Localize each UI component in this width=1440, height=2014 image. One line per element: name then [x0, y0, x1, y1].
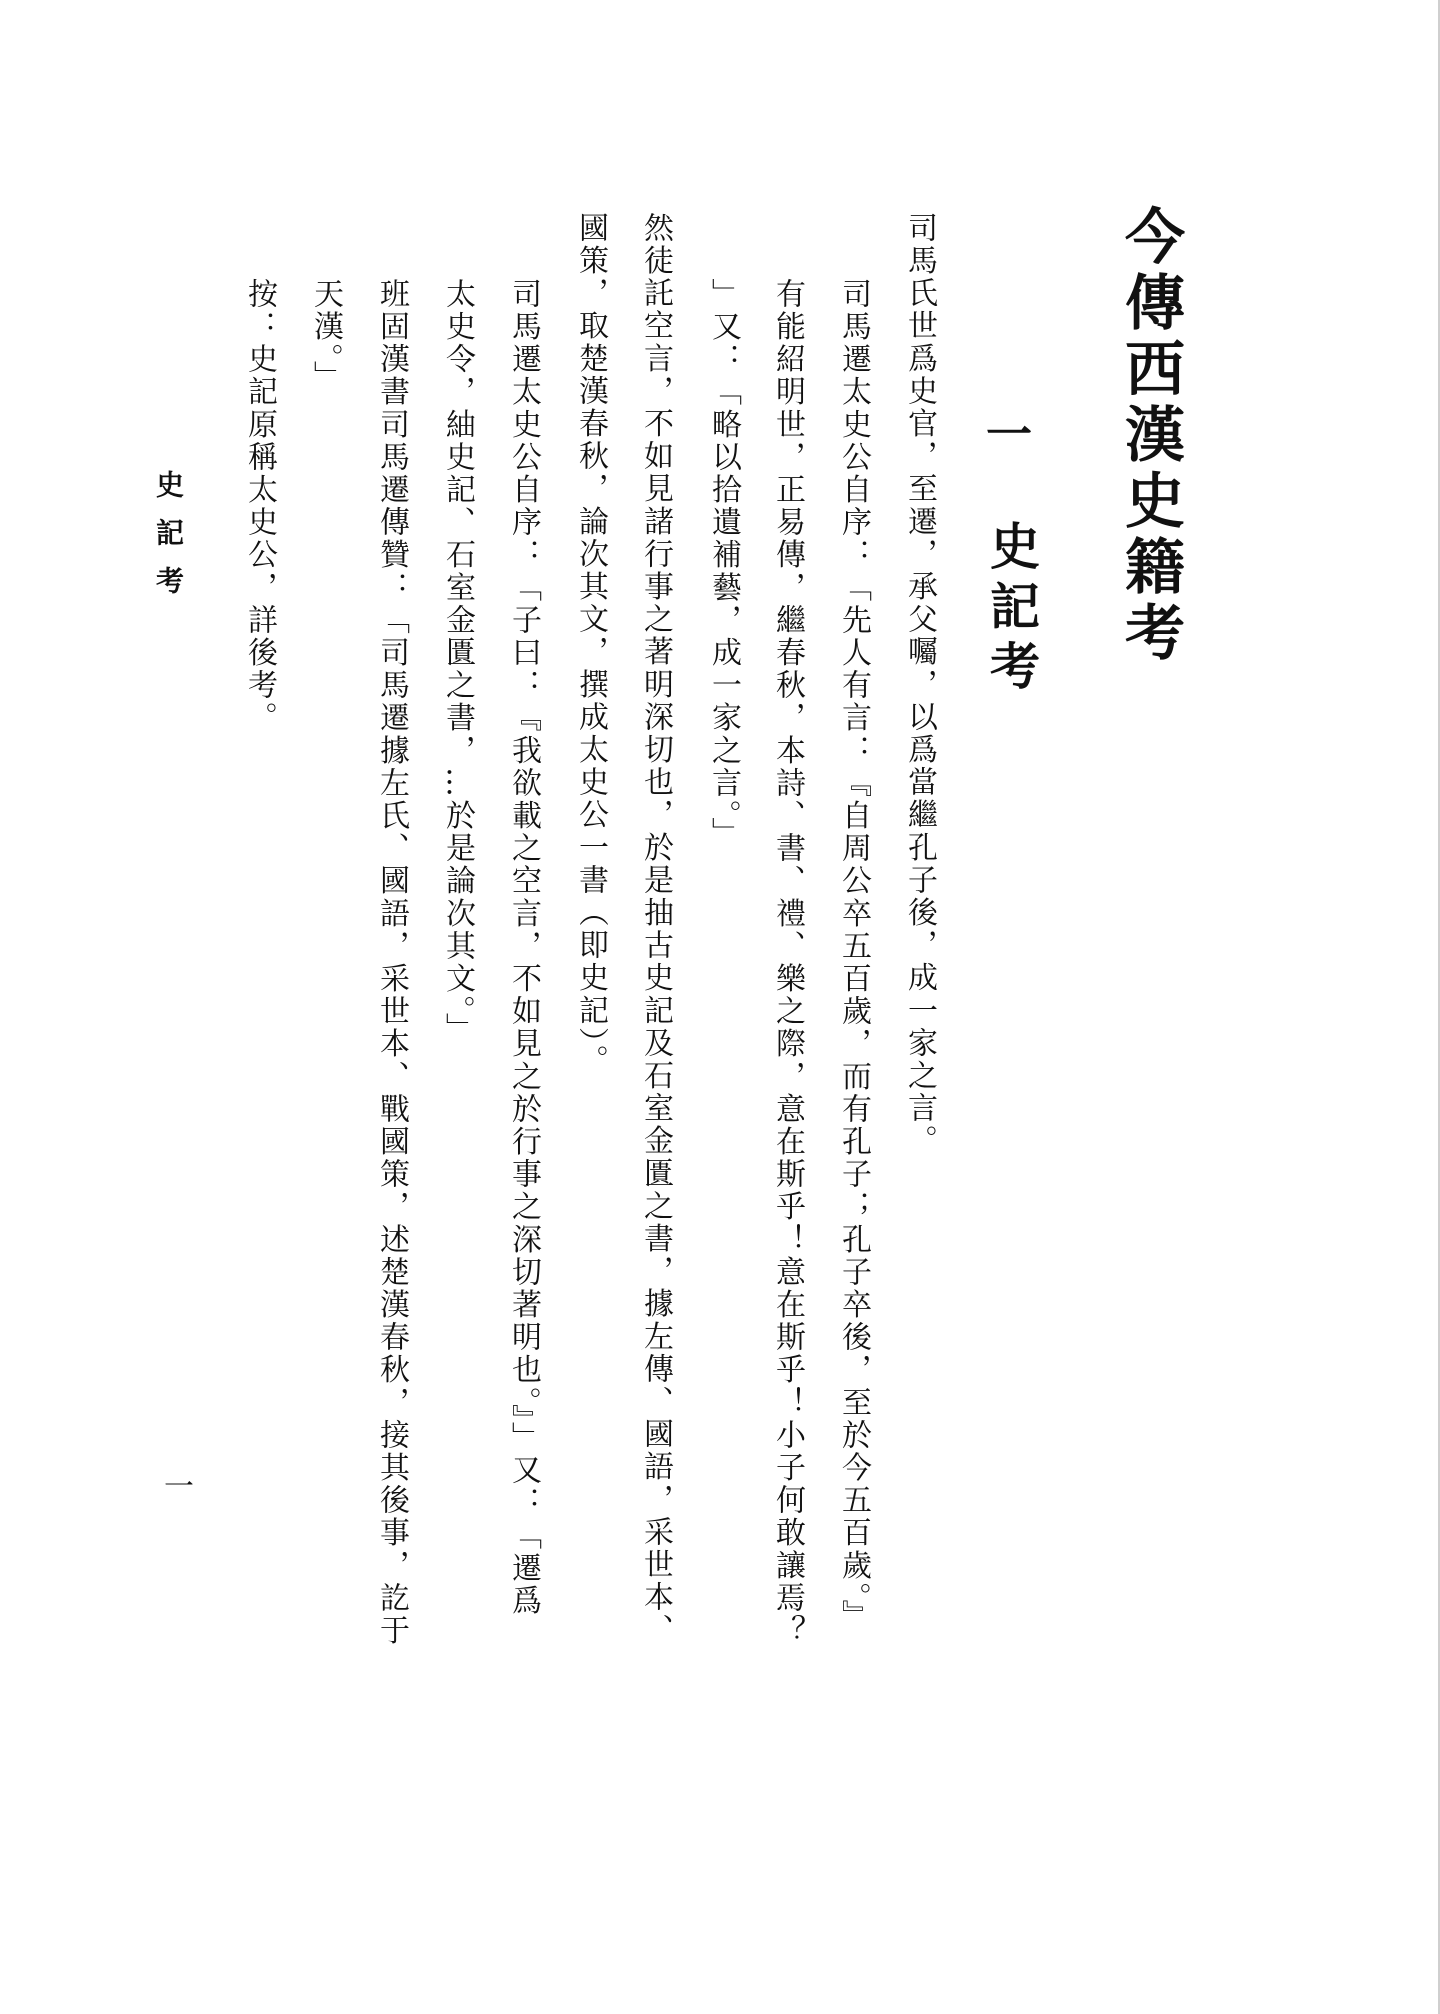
- body-line-7: 司馬遷太史公自序：「子曰：『我欲載之空言，不如見之於行事之深切著明也。』」又：「遷爲: [506, 278, 541, 1618]
- body-line-9: 班固漢書司馬遷傳贊：「司馬遷據左氏、國語，采世本、戰國策，述楚漢春秋，接其後事，訖于: [374, 278, 409, 1648]
- chapter-title: 史記考: [982, 520, 1041, 700]
- body-line-10: 天漢。」: [308, 278, 343, 394]
- chapter-number: 一: [979, 410, 1033, 458]
- body-line-8: 太史令，紬史記、石室金匱之書，…於是論次其文。」: [440, 278, 475, 1046]
- body-line-4: 」又：「略以拾遺補藝，成一家之言。」: [706, 278, 741, 850]
- running-footer-title: 史記考: [152, 470, 185, 614]
- body-line-3: 有能紹明世，正易傳，繼春秋，本詩、書、禮、樂之際，意在斯乎！意在斯乎！小子何敢讓焉？: [770, 278, 805, 1648]
- body-line-1: 司馬氏世爲史官，至遷，承父囑，以爲當繼孔子後，成一家之言。: [902, 212, 937, 1158]
- body-line-6: 國策，取楚漢春秋，論次其文，撰成太史公一書（即史記）。: [573, 212, 608, 1078]
- page-number: 一: [158, 1470, 193, 1502]
- book-title: 今傳西漢史籍考: [1115, 205, 1185, 667]
- body-line-11: 按：史記原稱太史公，詳後考。: [242, 278, 277, 735]
- body-line-2: 司馬遷太史公自序：「先人有言：『自周公卒五百歲，而有孔子；孔子卒後，至於今五百歲。』: [836, 278, 871, 1633]
- body-line-5: 然徒託空言，不如見諸行事之著明深切也，於是抽古史記及石室金匱之書，據左傳、國語，采世本、: [638, 212, 673, 1647]
